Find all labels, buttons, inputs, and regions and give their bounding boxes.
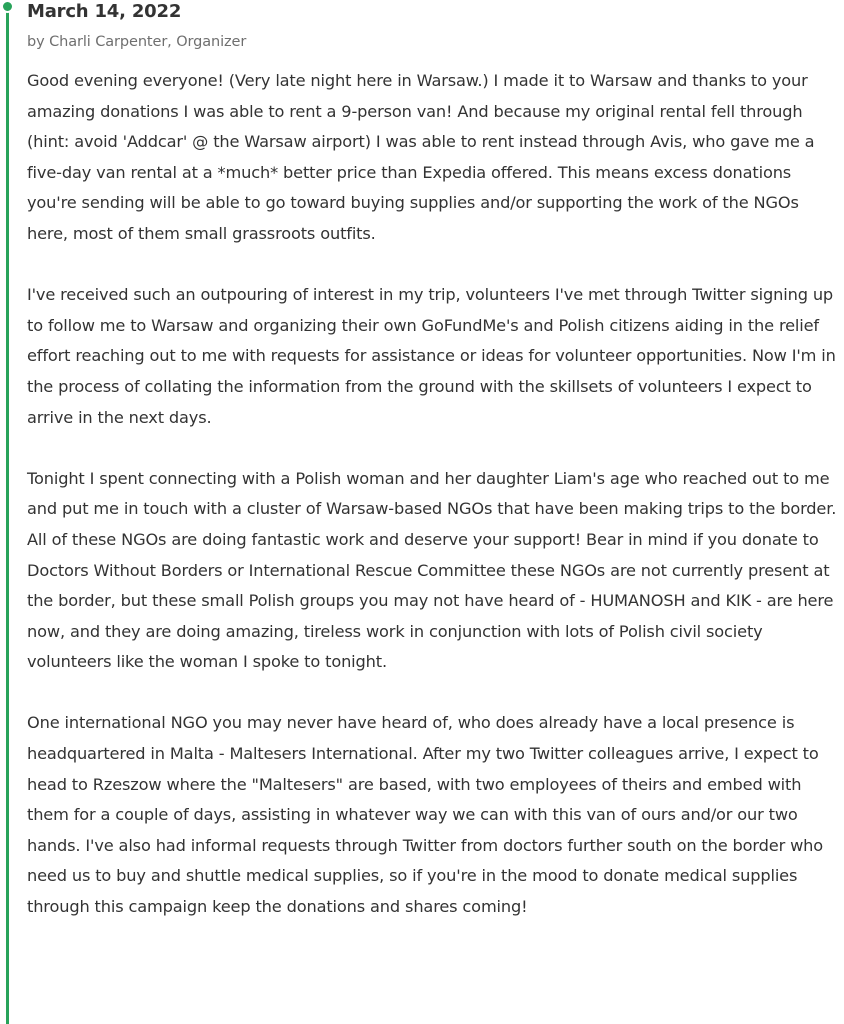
update-author: by Charli Carpenter, Organizer — [27, 34, 247, 50]
update-paragraph: I've received such an outpouring of interest in my trip, volunteers I've met through Twitter signing up to follow me to Warsaw and organizing their own GoFundMe's and Polish citizens aiding in the relief effort reaching out to me with requests for assistance or ideas for volunteer opportunities. Now I'm in the process of collating the information from the ground with the skillsets of volunteers I expect to arrive in the next days. — [27, 285, 836, 427]
update-paragraph: Tonight I spent connecting with a Polish woman and her daughter Liam's age who reached out to me and put me in touch with a cluster of Warsaw-based NGOs that have been making trips to the border. All of these NGOs are doing fantastic work and deserve your support! Bear in mind if you donate to Doctors Without Borders or International Rescue Committee these NGOs are not currently present at the border, but these small Polish groups you may not have heard of - HUMANOSH and KIK - are here now, and they are doing amazing, tireless work in conjunction with lots of Polish civil society volunteers like the woman I spoke to tonight. — [27, 468, 837, 672]
update-date: March 14, 2022 — [27, 1, 182, 22]
campaign-update — [27, 0, 839, 953]
update-paragraph: Good evening everyone! (Very late night here in Warsaw.) I made it to Warsaw and thanks to your amazing donations I was able to rent a 9-person van! And because my original rental fell through (hint: avoid 'Addcar' @ the Warsaw airport) I was able to rent instead through Avis, who gave me a five-day van rental at a *much* better price than Expedia offered. This means excess donations you're sending will be able to go toward buying supplies and/or supporting the work of the NGOs here, most of them small grassroots outfits. — [27, 71, 815, 243]
update-paragraph: One international NGO you may never have heard of, who does already have a local presence is headquartered in Malta - Maltesers International. After my two Twitter colleagues arrive, I expect to head to Rzeszow where the "Maltesers" are based, with two employees of theirs and embed with them for a couple of days, assisting in whatever way we can with this van of ours and/or our two hands. I've also had informal requests through Twitter from doctors further south on the border who need us to buy and shuttle medical supplies, so if you're in the mood to donate medical supplies through this campaign keep the donations and shares coming! — [27, 713, 824, 917]
timeline-line — [6, 8, 9, 1024]
timeline-dot-icon — [1, 0, 14, 13]
update-body — [27, 66, 839, 923]
